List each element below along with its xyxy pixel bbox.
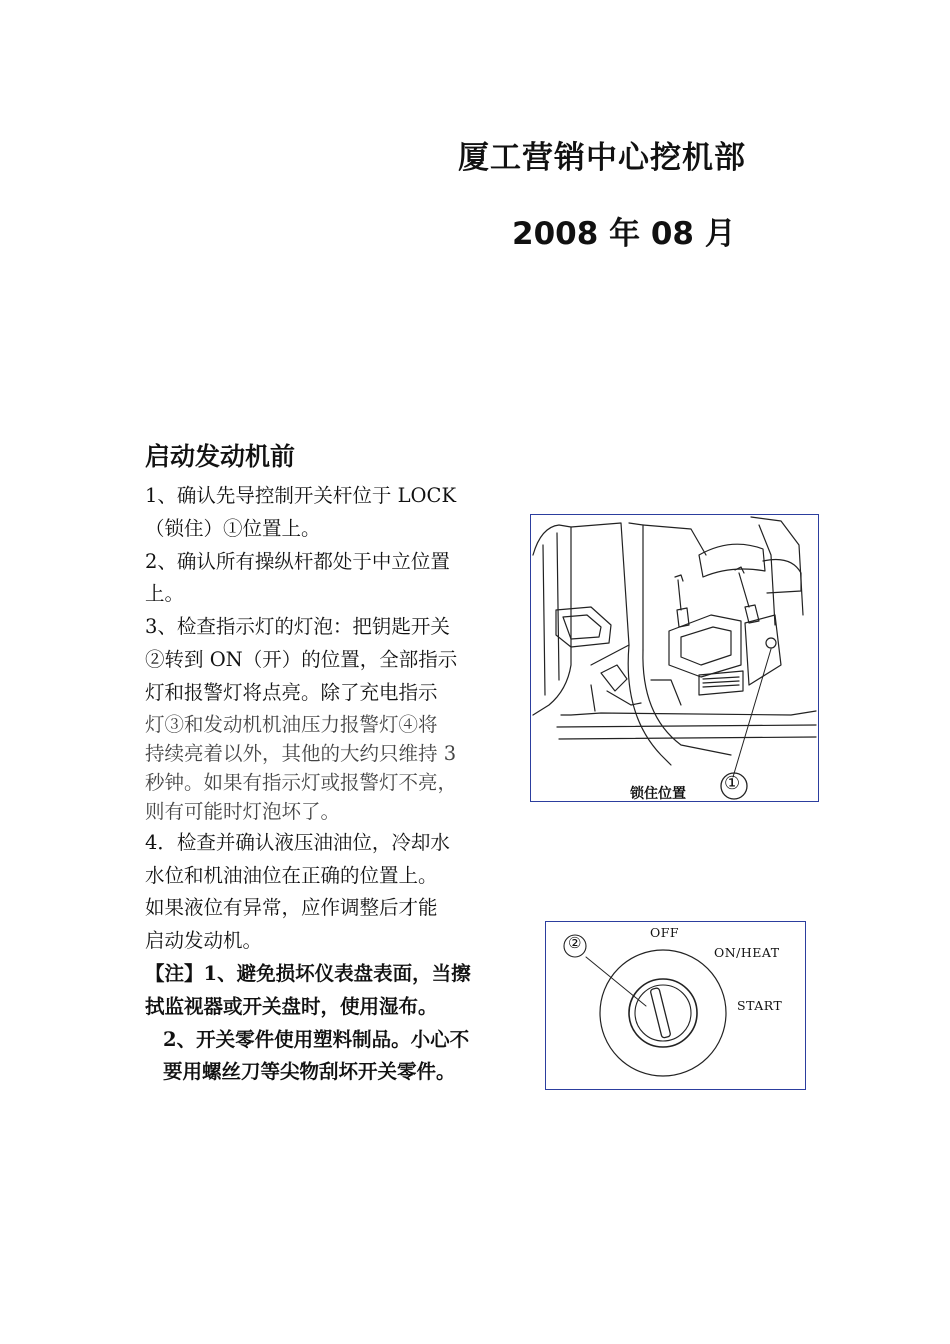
- instruction-line: 2、确认所有操纵杆都处于中立位置: [145, 549, 450, 573]
- instruction-item: [145, 546, 517, 612]
- organization-title: 厦工营销中心挖机部: [458, 140, 746, 176]
- instruction-item: [145, 827, 517, 958]
- instruction-item: [145, 480, 517, 546]
- cab-illustration: [531, 515, 818, 801]
- instruction-line: ②转到 ON（开）的位置，全部指示: [145, 647, 458, 671]
- instruction-item: [145, 958, 517, 1089]
- instruction-line: 灯和报警灯将点亮。除了充电指示: [145, 680, 438, 704]
- instruction-line: 3、检查指示灯的灯泡：把钥匙开关: [145, 615, 450, 639]
- key-switch-figure: [545, 921, 806, 1090]
- instruction-line: 【注】1、避免损坏仪表盘表面，当擦: [145, 961, 471, 985]
- key-position-on-heat: ON/HEAT: [714, 945, 780, 960]
- instruction-line: 4．检查并确认液压油油位，冷却水: [145, 830, 450, 854]
- instruction-line: 水位和机油油位在正确的位置上。: [145, 863, 438, 887]
- callout-2-label: ②: [568, 934, 582, 952]
- document-date: 2008 年 08 月: [512, 216, 736, 252]
- instruction-line: 持续亮着以外，其他的大约只维持 3: [145, 741, 457, 765]
- cab-lock-figure: [530, 514, 819, 802]
- lock-position-caption: 锁住位置: [630, 786, 686, 802]
- instruction-line: 2、开关零件使用塑料制品。小心不: [163, 1027, 470, 1051]
- instruction-line: 上。: [145, 582, 185, 606]
- callout-1-label: ①: [724, 773, 741, 794]
- key-position-start: START: [737, 998, 783, 1013]
- section-title: 启动发动机前: [145, 442, 296, 471]
- instruction-item: [145, 611, 517, 827]
- instruction-line: 拭监视器或开关盘时，使用湿布。: [145, 994, 438, 1018]
- instruction-body: [145, 480, 517, 1089]
- instruction-line: 如果液位有异常，应作调整后才能: [145, 896, 438, 920]
- instruction-line: 启动发动机。: [145, 929, 263, 953]
- instruction-line: 1、确认先导控制开关杆位于 LOCK: [145, 484, 457, 507]
- instruction-line: 则有可能时灯泡坏了。: [145, 800, 341, 824]
- instruction-line: 秒钟。如果有指示灯或报警灯不亮，: [145, 771, 458, 795]
- instruction-line: 要用螺丝刀等尖物刮坏开关零件。: [163, 1060, 456, 1084]
- key-position-off: OFF: [650, 925, 680, 940]
- instruction-line: 灯③和发动机机油压力报警灯④将: [145, 712, 438, 736]
- instruction-line: （锁住）①位置上。: [145, 516, 321, 540]
